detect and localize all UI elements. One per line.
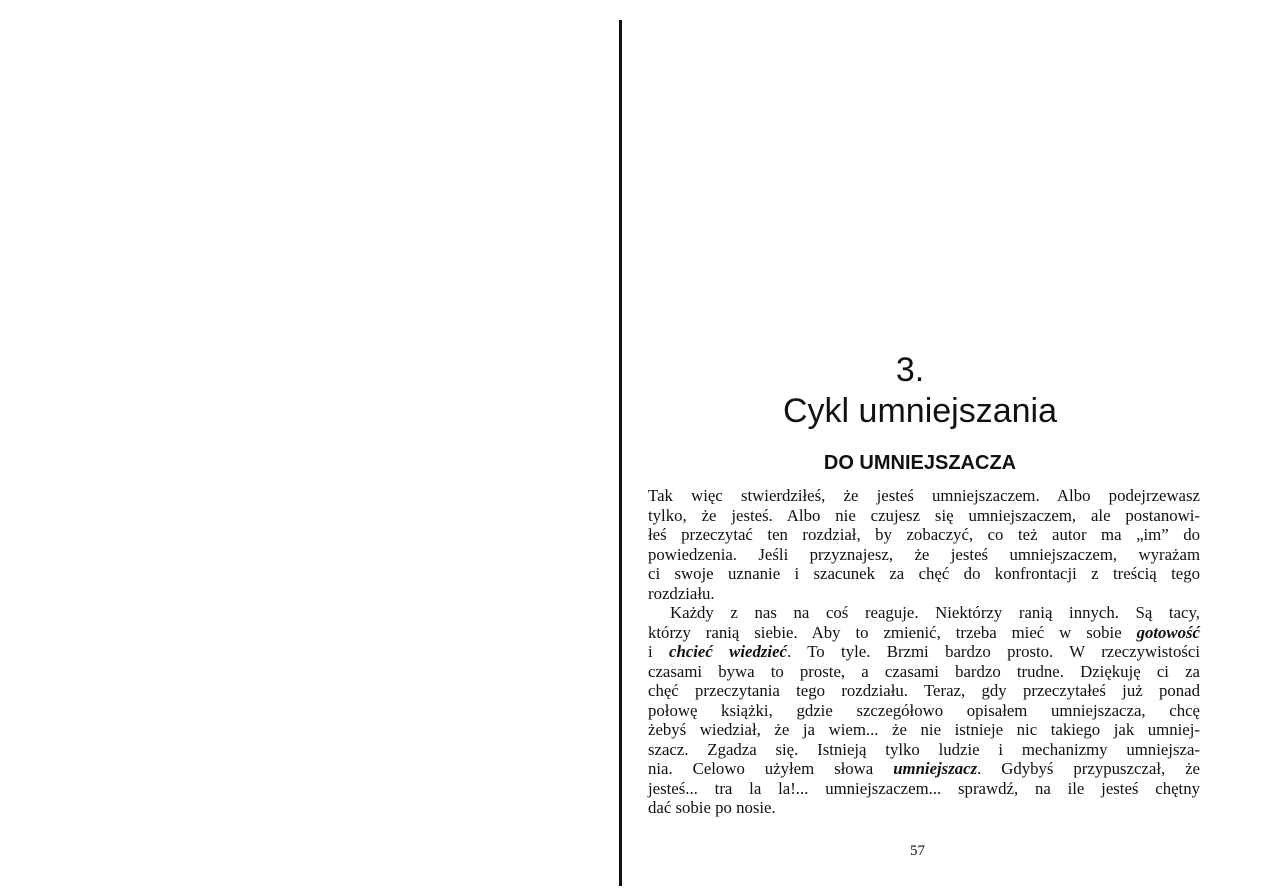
- emphasized-text: umniejszacz: [893, 759, 978, 778]
- text-segment: rozdziału.: [648, 583, 715, 603]
- text-segment: chęć przeczytania tego rozdziału. Teraz, gdy przeczytałeś już ponad: [648, 681, 1200, 700]
- text-segment: nia. Celowo użyłem słowa: [648, 759, 894, 778]
- right-page: [640, 0, 1240, 894]
- text-segment: . Gdybyś przypuszczał, że: [977, 759, 1201, 778]
- text-line: [648, 545, 1200, 565]
- text-line: [648, 506, 1200, 526]
- text-line: [648, 681, 1200, 701]
- section-heading: DO UMNIEJSZACZA: [823, 452, 1017, 474]
- text-segment: żebyś wiedział, że ja wiem... że nie istnieje nic takiego jak umniej-: [648, 720, 1200, 739]
- text-line: [648, 662, 1200, 682]
- text-line: [648, 603, 1200, 623]
- text-segment: szacz. Zgadza się. Istnieją tylko ludzie i mechanizmy umniejsza-: [648, 739, 1200, 759]
- chapter-title: Cykl umniejszania: [783, 392, 1057, 430]
- text-line: [648, 740, 1200, 760]
- text-segment: Tak więc stwierdziłeś, że jesteś umniejszaczem. Albo podejrzewasz: [648, 486, 1200, 505]
- text-segment: tylko, że jesteś. Albo nie czujesz się umniejszaczem, ale postanowi-: [648, 505, 1200, 525]
- text-line: [648, 525, 1200, 545]
- text-line: [648, 623, 1200, 643]
- text-line: [648, 779, 1200, 799]
- text-segment: połowę książki, gdzie szczegółowo opisałem umniejszacza, chcę: [648, 700, 1200, 720]
- text-line: [648, 642, 1200, 662]
- book-spine-divider: [619, 20, 622, 886]
- text-segment: powiedzenia. Jeśli przyznajesz, że jesteś umniejszaczem, wyrażam: [648, 544, 1200, 564]
- text-segment: . To tyle. Brzmi bardzo prosto. W rzeczywistości: [786, 642, 1200, 661]
- text-line: [648, 584, 1200, 604]
- text-segment: czasami bywa to proste, a czasami bardzo trudne. Dziękuję ci za: [648, 661, 1200, 681]
- text-line: [648, 486, 1200, 506]
- chapter-number: 3.: [895, 351, 925, 389]
- text-line: [648, 720, 1200, 740]
- text-line: [648, 759, 1200, 779]
- text-segment: jesteś... tra la la!... umniejszaczem... sprawdź, na ile jesteś chętny: [648, 778, 1200, 798]
- text-segment: łeś przeczytać ten rozdział, by zobaczyć, co też autor ma „im” do: [648, 525, 1200, 544]
- text-line: [648, 564, 1200, 584]
- emphasized-text: chcieć wiedzieć: [669, 642, 787, 661]
- body-text: [648, 486, 1200, 818]
- text-segment: ci swoje uznanie i szacunek za chęć do konfrontacji z treścią tego: [648, 564, 1200, 583]
- text-segment: Każdy z nas na coś reaguje. Niektórzy ranią innych. Są tacy,: [670, 603, 1200, 622]
- emphasized-text: gotowość: [1136, 622, 1200, 642]
- text-line: [648, 701, 1200, 721]
- text-segment: i: [648, 642, 670, 661]
- text-segment: którzy ranią siebie. Aby to zmienić, trzeba mieć w sobie: [648, 622, 1137, 642]
- page-number: 57: [910, 843, 925, 859]
- text-line: [648, 798, 1200, 818]
- text-segment: dać sobie po nosie.: [648, 798, 776, 817]
